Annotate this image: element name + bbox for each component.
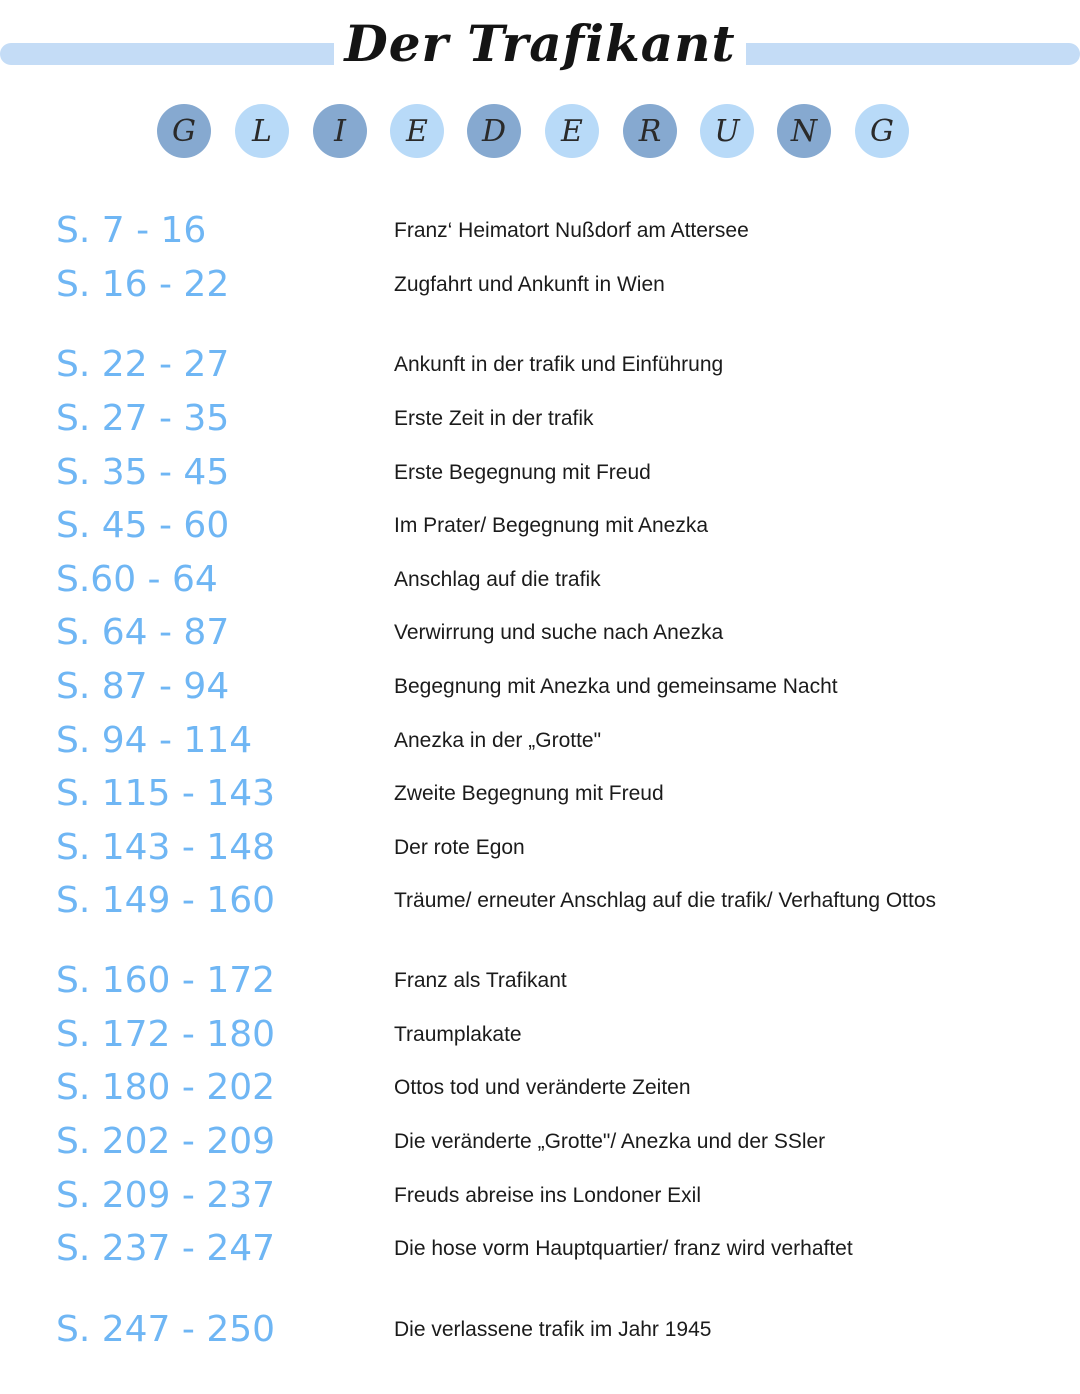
page-range: S. 22 - 27 [56, 344, 230, 385]
chapter-description: Ankunft in der trafik und Einführung [394, 353, 724, 376]
outline-row [0, 1064, 1080, 1112]
chapter-description: Franz als Trafikant [394, 969, 567, 992]
page-range: S. 87 - 94 [56, 666, 230, 707]
page-title-text: Der Trafikant [334, 14, 745, 73]
letter: E [561, 113, 583, 149]
page-range: S. 172 - 180 [56, 1014, 276, 1055]
chapter-description: Erste Zeit in der trafik [394, 407, 594, 430]
outline-row [0, 341, 1080, 389]
outline-row [0, 877, 1080, 925]
chapter-description: Franz‘ Heimatort Nußdorf am Attersee [394, 219, 749, 242]
chapter-description: Die hose vorm Hauptquartier/ franz wird verhaftet [394, 1237, 853, 1260]
page-range: S. 94 - 114 [56, 720, 253, 761]
chapter-description: Verwirrung und suche nach Anezka [394, 621, 724, 644]
page-range: S. 160 - 172 [56, 960, 276, 1001]
letter: N [790, 113, 818, 149]
outline-row [0, 957, 1080, 1005]
page-range: S. 149 - 160 [56, 880, 276, 921]
page-range: S. 64 - 87 [56, 612, 230, 653]
chapter-description: Freuds abreise ins Londoner Exil [394, 1184, 702, 1207]
chapter-description: Traumplakate [394, 1023, 522, 1046]
chapter-description: Der rote Egon [394, 836, 525, 859]
chapter-description: Im Prater/ Begegnung mit Anezka [394, 514, 709, 537]
outline-row [0, 770, 1080, 818]
outline-row [0, 1306, 1080, 1354]
page-range: S. 202 - 209 [56, 1121, 276, 1162]
page-range: S. 237 - 247 [56, 1228, 276, 1269]
chapter-description: Begegnung mit Anezka und gemeinsame Nacht [394, 675, 838, 698]
outline-row [0, 449, 1080, 497]
outline-row [0, 824, 1080, 872]
page-range: S. 45 - 60 [56, 505, 230, 546]
page-range: S. 115 - 143 [56, 773, 276, 814]
page-range: S.60 - 64 [56, 559, 218, 600]
letter: I [334, 113, 346, 149]
letter: G [172, 113, 196, 149]
outline-row [0, 1225, 1080, 1273]
outline-row [0, 609, 1080, 657]
chapter-description: Zugfahrt und Ankunft in Wien [394, 273, 665, 296]
chapter-description: Anezka in der „Grotte" [394, 729, 602, 752]
outline-row [0, 556, 1080, 604]
outline-row [0, 663, 1080, 711]
page-range: S. 27 - 35 [56, 398, 230, 439]
chapter-description: Ottos tod und veränderte Zeiten [394, 1076, 691, 1099]
outline-row [0, 1118, 1080, 1166]
letter: R [638, 113, 662, 149]
outline-row [0, 207, 1080, 255]
letter: D [481, 113, 507, 149]
chapter-description: Träume/ erneuter Anschlag auf die trafik/ Verhaftung Ottos [394, 889, 937, 912]
letter: G [870, 113, 894, 149]
outline-row [0, 502, 1080, 550]
outline-row [0, 395, 1080, 443]
page-range: S. 209 - 237 [56, 1175, 276, 1216]
outline-row [0, 261, 1080, 309]
letter: L [252, 113, 272, 149]
letter: E [406, 113, 428, 149]
chapter-description: Anschlag auf die trafik [394, 568, 601, 591]
outline-row [0, 1172, 1080, 1220]
letter: U [714, 113, 740, 149]
page-range: S. 35 - 45 [56, 452, 230, 493]
chapter-description: Zweite Begegnung mit Freud [394, 782, 664, 805]
page-range: S. 180 - 202 [56, 1067, 276, 1108]
chapter-description: Die verlassene trafik im Jahr 1945 [394, 1318, 712, 1341]
page-range: S. 16 - 22 [56, 264, 230, 305]
outline-row [0, 717, 1080, 765]
page-range: S. 7 - 16 [56, 210, 207, 251]
chapter-description: Erste Begegnung mit Freud [394, 461, 651, 484]
page-range: S. 143 - 148 [56, 827, 276, 868]
outline-row [0, 1011, 1080, 1059]
page-range: S. 247 - 250 [56, 1309, 276, 1350]
chapter-description: Die veränderte „Grotte"/ Anezka und der SSler [394, 1130, 826, 1153]
